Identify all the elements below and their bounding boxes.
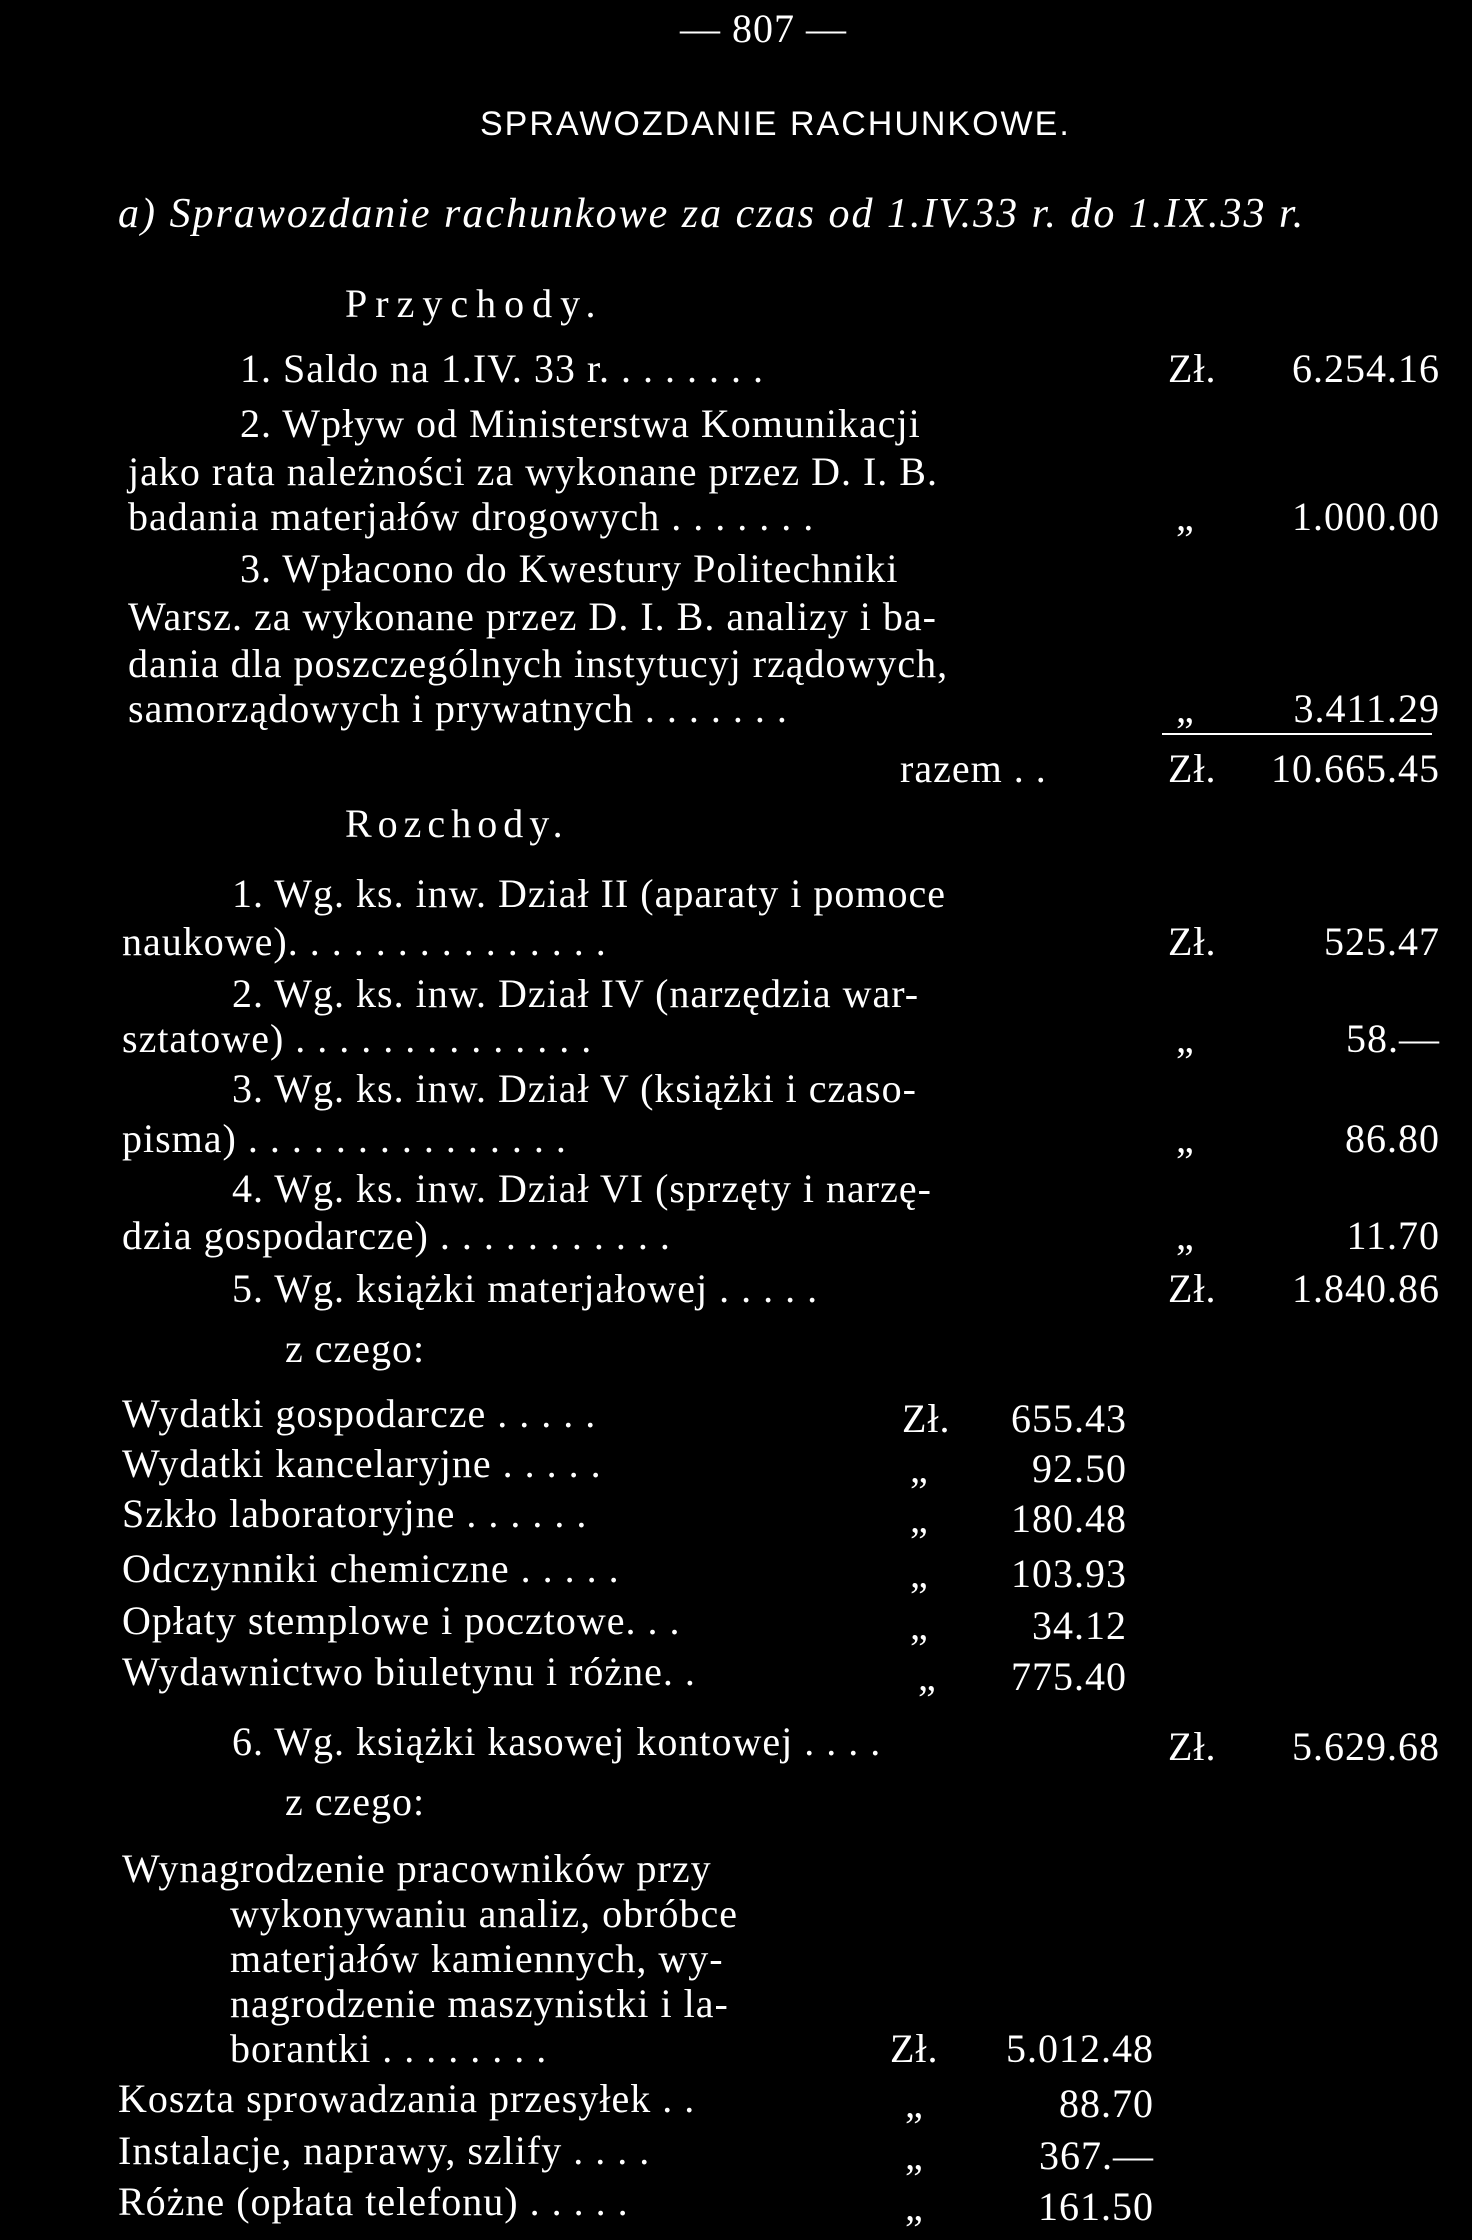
expense-item-unit: „ (1176, 1016, 1195, 1061)
material-breakdown-amount: 103.93 (1011, 1551, 1127, 1596)
cash-breakdown-line: wykonywaniu analiz, obróbce (230, 1891, 738, 1936)
expense-item-amount: 58.— (1346, 1016, 1440, 1061)
material-breakdown-amount: 180.48 (1011, 1496, 1127, 1541)
cash-breakdown-line: materjałów kamiennych, wy- (230, 1936, 724, 1981)
expense-item-line: 4. Wg. ks. inw. Dział VI (sprzęty i narzę- (232, 1166, 932, 1211)
expense-item-line: dzia gospodarcze) . . . . . . . . . . . (122, 1213, 671, 1258)
income-item-amount: 3.411.29 (1293, 686, 1440, 731)
page-number: — 807 — (680, 6, 847, 51)
material-breakdown-amount: 775.40 (1011, 1654, 1127, 1699)
cash-breakdown-line: borantki . . . . . . . . (230, 2026, 548, 2071)
expense-item-unit: „ (1176, 1116, 1195, 1161)
expense-item-line: 1. Wg. ks. inw. Dział II (aparaty i pomoce (232, 871, 947, 916)
expense-item-line: sztatowe) . . . . . . . . . . . . . . (122, 1016, 593, 1061)
cash-breakdown-line: Wynagrodzenie pracowników przy (122, 1846, 712, 1891)
material-breakdown-unit: „ (910, 1551, 929, 1596)
expense-item-line: 3. Wg. ks. inw. Dział V (książki i czaso- (232, 1066, 917, 1111)
total-rule (1162, 733, 1432, 735)
expense-item-line: pisma) . . . . . . . . . . . . . . . (122, 1116, 567, 1161)
cash-breakdown-line: Różne (opłata telefonu) . . . . . (118, 2179, 629, 2224)
income-total-amount: 10.665.45 (1271, 746, 1440, 791)
cash-breakdown-amount: 88.70 (1059, 2081, 1154, 2126)
expense-item-line: 6. Wg. książki kasowej kontowej . . . . (232, 1719, 882, 1764)
income-item-line: samorządowych i prywatnych . . . . . . . (128, 686, 788, 731)
expense-item-unit: Zł. (1168, 1266, 1217, 1311)
material-breakdown-label: Wydatki gospodarcze . . . . . (122, 1391, 597, 1436)
income-item-unit: „ (1176, 686, 1195, 731)
income-title: Przychody. (345, 281, 604, 326)
income-item-amount: 6.254.16 (1292, 346, 1440, 391)
expense-item-line: 2. Wg. ks. inw. Dział IV (narzędzia war- (232, 971, 920, 1016)
material-breakdown-amount: 655.43 (1011, 1396, 1127, 1441)
expenses-title: Rozchody. (345, 801, 569, 846)
expense-item-line: 5. Wg. książki materjałowej . . . . . (232, 1266, 819, 1311)
cash-breakdown-line: nagrodzenie maszynistki i la- (230, 1981, 729, 2026)
material-breakdown-unit: Zł. (902, 1396, 951, 1441)
cash-breakdown-amount: 5.012.48 (1006, 2026, 1154, 2071)
report-heading: SPRAWOZDANIE RACHUNKOWE. (480, 105, 1071, 143)
income-item-unit: Zł. (1168, 346, 1217, 391)
cash-breakdown-unit: „ (905, 2184, 924, 2229)
income-item-line: 3. Wpłacono do Kwestury Politechniki (240, 546, 899, 591)
expense-item-unit: Zł. (1168, 919, 1217, 964)
material-breakdown-label: Wydawnictwo biuletynu i różne. . (122, 1649, 696, 1694)
material-breakdown-label: Wydatki kancelaryjne . . . . . (122, 1441, 602, 1486)
material-breakdown-unit: „ (910, 1603, 929, 1648)
expense-item-amount: 525.47 (1324, 919, 1440, 964)
material-breakdown-unit: „ (918, 1654, 937, 1699)
income-item-unit: „ (1176, 494, 1195, 539)
material-breakdown-unit: „ (910, 1496, 929, 1541)
cash-breakdown-unit: „ (905, 2081, 924, 2126)
income-total-unit: Zł. (1168, 746, 1217, 791)
expense-item-amount: 11.70 (1346, 1213, 1440, 1258)
of-which-label: z czego: (285, 1779, 426, 1824)
income-item-line: dania dla poszczególnych instytucyj rządowych, (128, 641, 949, 686)
cash-breakdown-unit: Zł. (890, 2026, 939, 2071)
income-item-line: Warsz. za wykonane przez D. I. B. analizy i ba- (128, 594, 937, 639)
expense-item-unit: „ (1176, 1213, 1195, 1258)
material-breakdown-label: Opłaty stemplowe i pocztowe. . . (122, 1598, 681, 1643)
report-subheading: a) Sprawozdanie rachunkowe za czas od 1.IV.33 r. do 1.IX.33 r. (118, 191, 1306, 237)
cash-breakdown-amount: 367.— (1039, 2133, 1154, 2178)
expense-item-line: naukowe). . . . . . . . . . . . . . . (122, 919, 607, 964)
expense-item-amount: 86.80 (1345, 1116, 1440, 1161)
cash-breakdown-unit: „ (905, 2133, 924, 2178)
income-total-label: razem . . (900, 746, 1047, 791)
material-breakdown-unit: „ (910, 1446, 929, 1491)
income-item-amount: 1.000.00 (1292, 494, 1440, 539)
material-breakdown-amount: 34.12 (1032, 1603, 1127, 1648)
cash-breakdown-amount: 161.50 (1038, 2184, 1154, 2229)
material-breakdown-label: Odczynniki chemiczne . . . . . (122, 1546, 620, 1591)
of-which-label: z czego: (285, 1326, 426, 1371)
income-item-line: badania materjałów drogowych . . . . . . . (128, 494, 815, 539)
material-breakdown-label: Szkło laboratoryjne . . . . . . (122, 1491, 588, 1536)
expense-item-amount: 5.629.68 (1292, 1724, 1440, 1769)
income-item-line: 1. Saldo na 1.IV. 33 r. . . . . . . . (240, 346, 765, 391)
material-breakdown-amount: 92.50 (1032, 1446, 1127, 1491)
cash-breakdown-line: Instalacje, naprawy, szlify . . . . (118, 2128, 651, 2173)
income-item-line: 2. Wpływ od Ministerstwa Komunikacji (240, 401, 921, 446)
expense-item-amount: 1.840.86 (1292, 1266, 1440, 1311)
expense-item-unit: Zł. (1168, 1724, 1217, 1769)
cash-breakdown-line: Koszta sprowadzania przesyłek . . (118, 2076, 696, 2121)
income-item-line: jako rata należności za wykonane przez D. I. B. (128, 449, 938, 494)
